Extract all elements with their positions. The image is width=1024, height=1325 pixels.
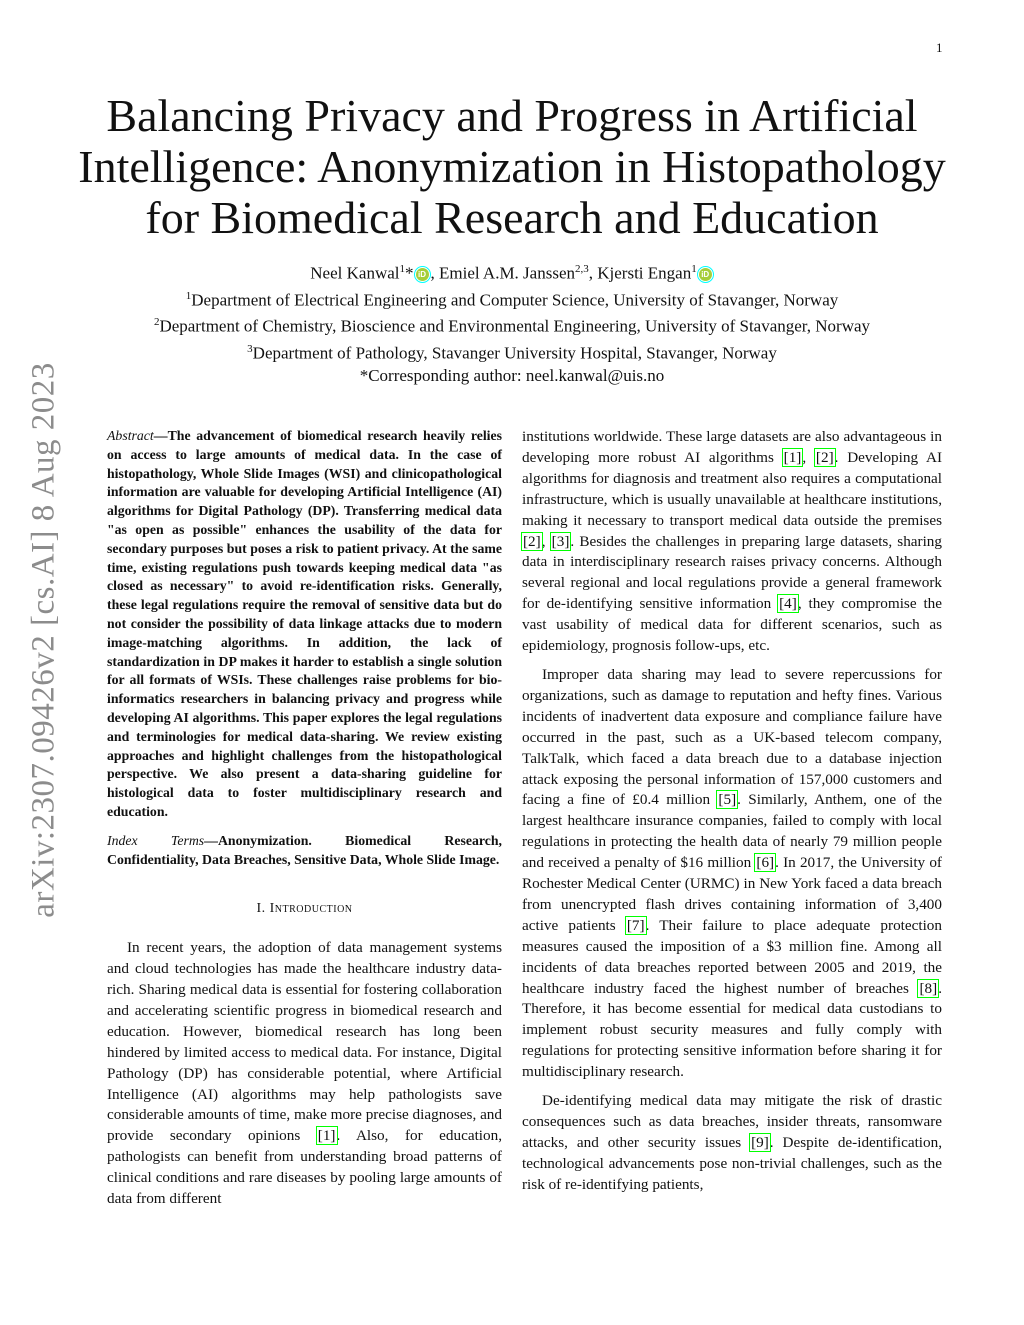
index-terms-label: Index Terms <box>107 832 205 848</box>
paragraph-text: . Their failure to place adequate protection measures caused the imposition of a $3 million fine. Among all incidents of data breaches reported between 2005 and 2019, the healthcare industry faced the highest number of breaches <box>522 916 942 997</box>
orcid-icon[interactable]: iD <box>416 268 429 281</box>
citation-link[interactable]: [1] <box>317 1127 336 1145</box>
section-numeral: I. <box>256 901 270 917</box>
corresponding-star: * <box>405 263 414 283</box>
corresponding-author: *Corresponding author: neel.kanwal@uis.no <box>359 365 665 385</box>
affiliation-text: Department of Chemistry, Bioscience and Environmental Engineering, University of Stavanger, Norway <box>159 316 871 336</box>
author-name: , Kjersti Engan <box>588 263 692 283</box>
index-terms-text: —Anonymization. Biomedical Research, Confidentiality, Data Breaches, Sensitive Data, Whole Slide Image. <box>107 832 502 867</box>
paragraph-text: De-identifying medical data may mitigate the risk of drastic consequences such as data breaches, insider threats, ransomware attacks, and other security issues <box>522 1092 942 1151</box>
citation-link[interactable]: [2] <box>815 448 834 466</box>
citation-link[interactable]: [9] <box>751 1133 769 1151</box>
left-column <box>107 427 502 1218</box>
paragraph <box>107 938 502 1210</box>
citation-link[interactable]: [7] <box>626 916 645 934</box>
affiliation-sup: 3 <box>247 342 253 355</box>
author-name: Neel Kanwal <box>310 263 400 283</box>
orcid-icon[interactable]: iD <box>699 268 712 281</box>
affiliation-sup: 1 <box>185 289 192 302</box>
paper-title: Balancing Privacy and Progress in Artificial Intelligence: Anonymization in Histopathology for Biomedical Research and Education <box>78 90 946 243</box>
affiliation <box>70 311 954 338</box>
abstract-text: —The advancement of biomedical research heavily relies on access to large amounts of medical data. In the case of histopathology, Whole Slide Images (WSI) and clinicopathological information are valuable for developing Artificial Intelligence (AI) algorithms for Digital Pathology (DP). Transferring medical data "as open as possible" enhances the usability of the data for secondary purposes but poses a risk to patient privacy. At the same time, existing regulations push towards keeping medical data "as closed as necessary" to avoid re-identification risks. Generally, these legal regulations require the removal of sensitive data but do not consider the possibility of data linkage attacks due to modern image-matching algorithms. In addition, the lack of standardization in DP makes it harder to establish a single solution for all formats of WSIs. These challenges raise problems for bio-informatics researchers in balancing privacy and progress while developing AI algorithms. This paper explores the legal regulations and terminologies for medical data-sharing. We review existing approaches and highlight challenges from the histopathological perspective. We also present a data-sharing guideline for histological data to foster multidisciplinary research and education. <box>107 428 502 819</box>
paragraph-text: institutions worldwide. These large datasets are also advantageous in developing more robust AI algorithms <box>522 428 942 466</box>
abstract <box>107 427 502 822</box>
citation-link[interactable]: [6] <box>756 854 775 872</box>
section-title: Introduction <box>269 901 353 917</box>
affiliation-text: Department of Pathology, Stavanger University Hospital, Stavanger, Norway <box>252 343 777 363</box>
affiliation-text: Department of Electrical Engineering and Computer Science, University of Stavanger, Norway <box>191 290 839 310</box>
citation-link[interactable]: [8] <box>919 979 938 997</box>
author-affil-sup: 1 <box>691 263 697 275</box>
citation-link[interactable]: [1] <box>783 448 802 466</box>
author-line <box>70 258 954 285</box>
paragraph-text: . Also, for education, pathologists can benefit from understanding broad patterns of clinical conditions and rare diseases by pooling large amounts of data from different <box>107 1127 502 1208</box>
affiliation-sup: 2 <box>153 316 160 329</box>
paragraph-text: In recent years, the adoption of data management systems and cloud technologies has made the healthcare industry data-rich. Sharing medical data is essential for fostering collaboration and accelerating scientific progress in biomedical research and education. However, biomedical research has long been hindered by limited access to medical data. For instance, Digital Pathology (DP) has considerable potential, where Artificial Intelligence (AI) algorithms may help pathologists save considerable amounts of time, make more precise diagnoses, and provide secondary opinions <box>107 939 502 1145</box>
paragraph <box>522 427 942 657</box>
citation-link[interactable]: [2] <box>523 532 541 550</box>
paragraph-text: . In 2017, the University of Rochester Medical Center (URMC) in New York faced a data breach from unencrypted flash drives containing information of 3,400 active patients <box>522 854 942 934</box>
affiliation <box>70 285 954 312</box>
page-number: 1 <box>936 40 943 55</box>
citation-link[interactable]: [3] <box>551 532 570 550</box>
paragraph-text: . Besides the challenges in preparing large datasets, sharing data in interdisciplinary research raises privacy concerns. Although several regional and local regulations provide a general framework for de-identifying sensitive information <box>522 532 942 613</box>
section-heading <box>107 899 502 920</box>
paragraph-text: , <box>802 448 815 466</box>
paragraph <box>522 665 942 1083</box>
paragraph-text: . Developing AI algorithms for diagnosis and treatment also requires a computational infrastructure, which is usually unavailable at healthcare institutions, making it necessary to transport medical data outside the premises <box>522 448 943 529</box>
citation-link[interactable]: [4] <box>779 595 797 613</box>
abstract-label: Abstract <box>107 428 154 443</box>
paragraph-text: Improper data sharing may lead to severe repercussions for organizations, such as damage to reputation and hefty fines. Various incidents of inadvertent data exposure and compliance failure have occurred in the past, such as a UK-based telecom company, TalkTalk, which faced a data breach due to a database injection attack exposing the personal information of 157,000 customers and facing a fine of £0.4 million <box>522 665 942 809</box>
paragraph-text: . Despite de-identification, technological advancements pose non-trivial challenges, such as the risk of re-identifying patients, <box>522 1133 942 1193</box>
index-terms <box>107 832 502 870</box>
paragraph-text: . Similarly, Anthem, one of the largest healthcare insurance companies, failed to comply with local regulations in protecting the health data of nearly 79 million people and received a penalty of $16 million <box>522 791 942 872</box>
arxiv-stamp-text: arXiv:2307.09426v2 [cs.AI] 8 Aug 2023 <box>25 362 62 918</box>
author-name: , Emiel A.M. Janssen <box>430 263 575 283</box>
paragraph-text: . Therefore, it has become essential for medical data custodians to implement robust security measures and fully comply with regulations for protecting sensitive information before sharing it for multidisciplinary research. <box>522 979 942 1081</box>
author-block <box>70 258 954 387</box>
citation-link[interactable]: [5] <box>718 791 737 809</box>
author-affil-sup: 1 <box>399 263 405 275</box>
affiliation <box>70 338 954 365</box>
paragraph-text: , <box>541 532 551 550</box>
right-column <box>522 427 942 1204</box>
paragraph <box>522 1091 942 1196</box>
paragraph-text: , they compromise the vast usability of medical data for different scenarios, such as epidemiology, prognosis follow-ups, etc. <box>522 595 943 655</box>
author-affil-sup: 2,3 <box>575 263 589 275</box>
